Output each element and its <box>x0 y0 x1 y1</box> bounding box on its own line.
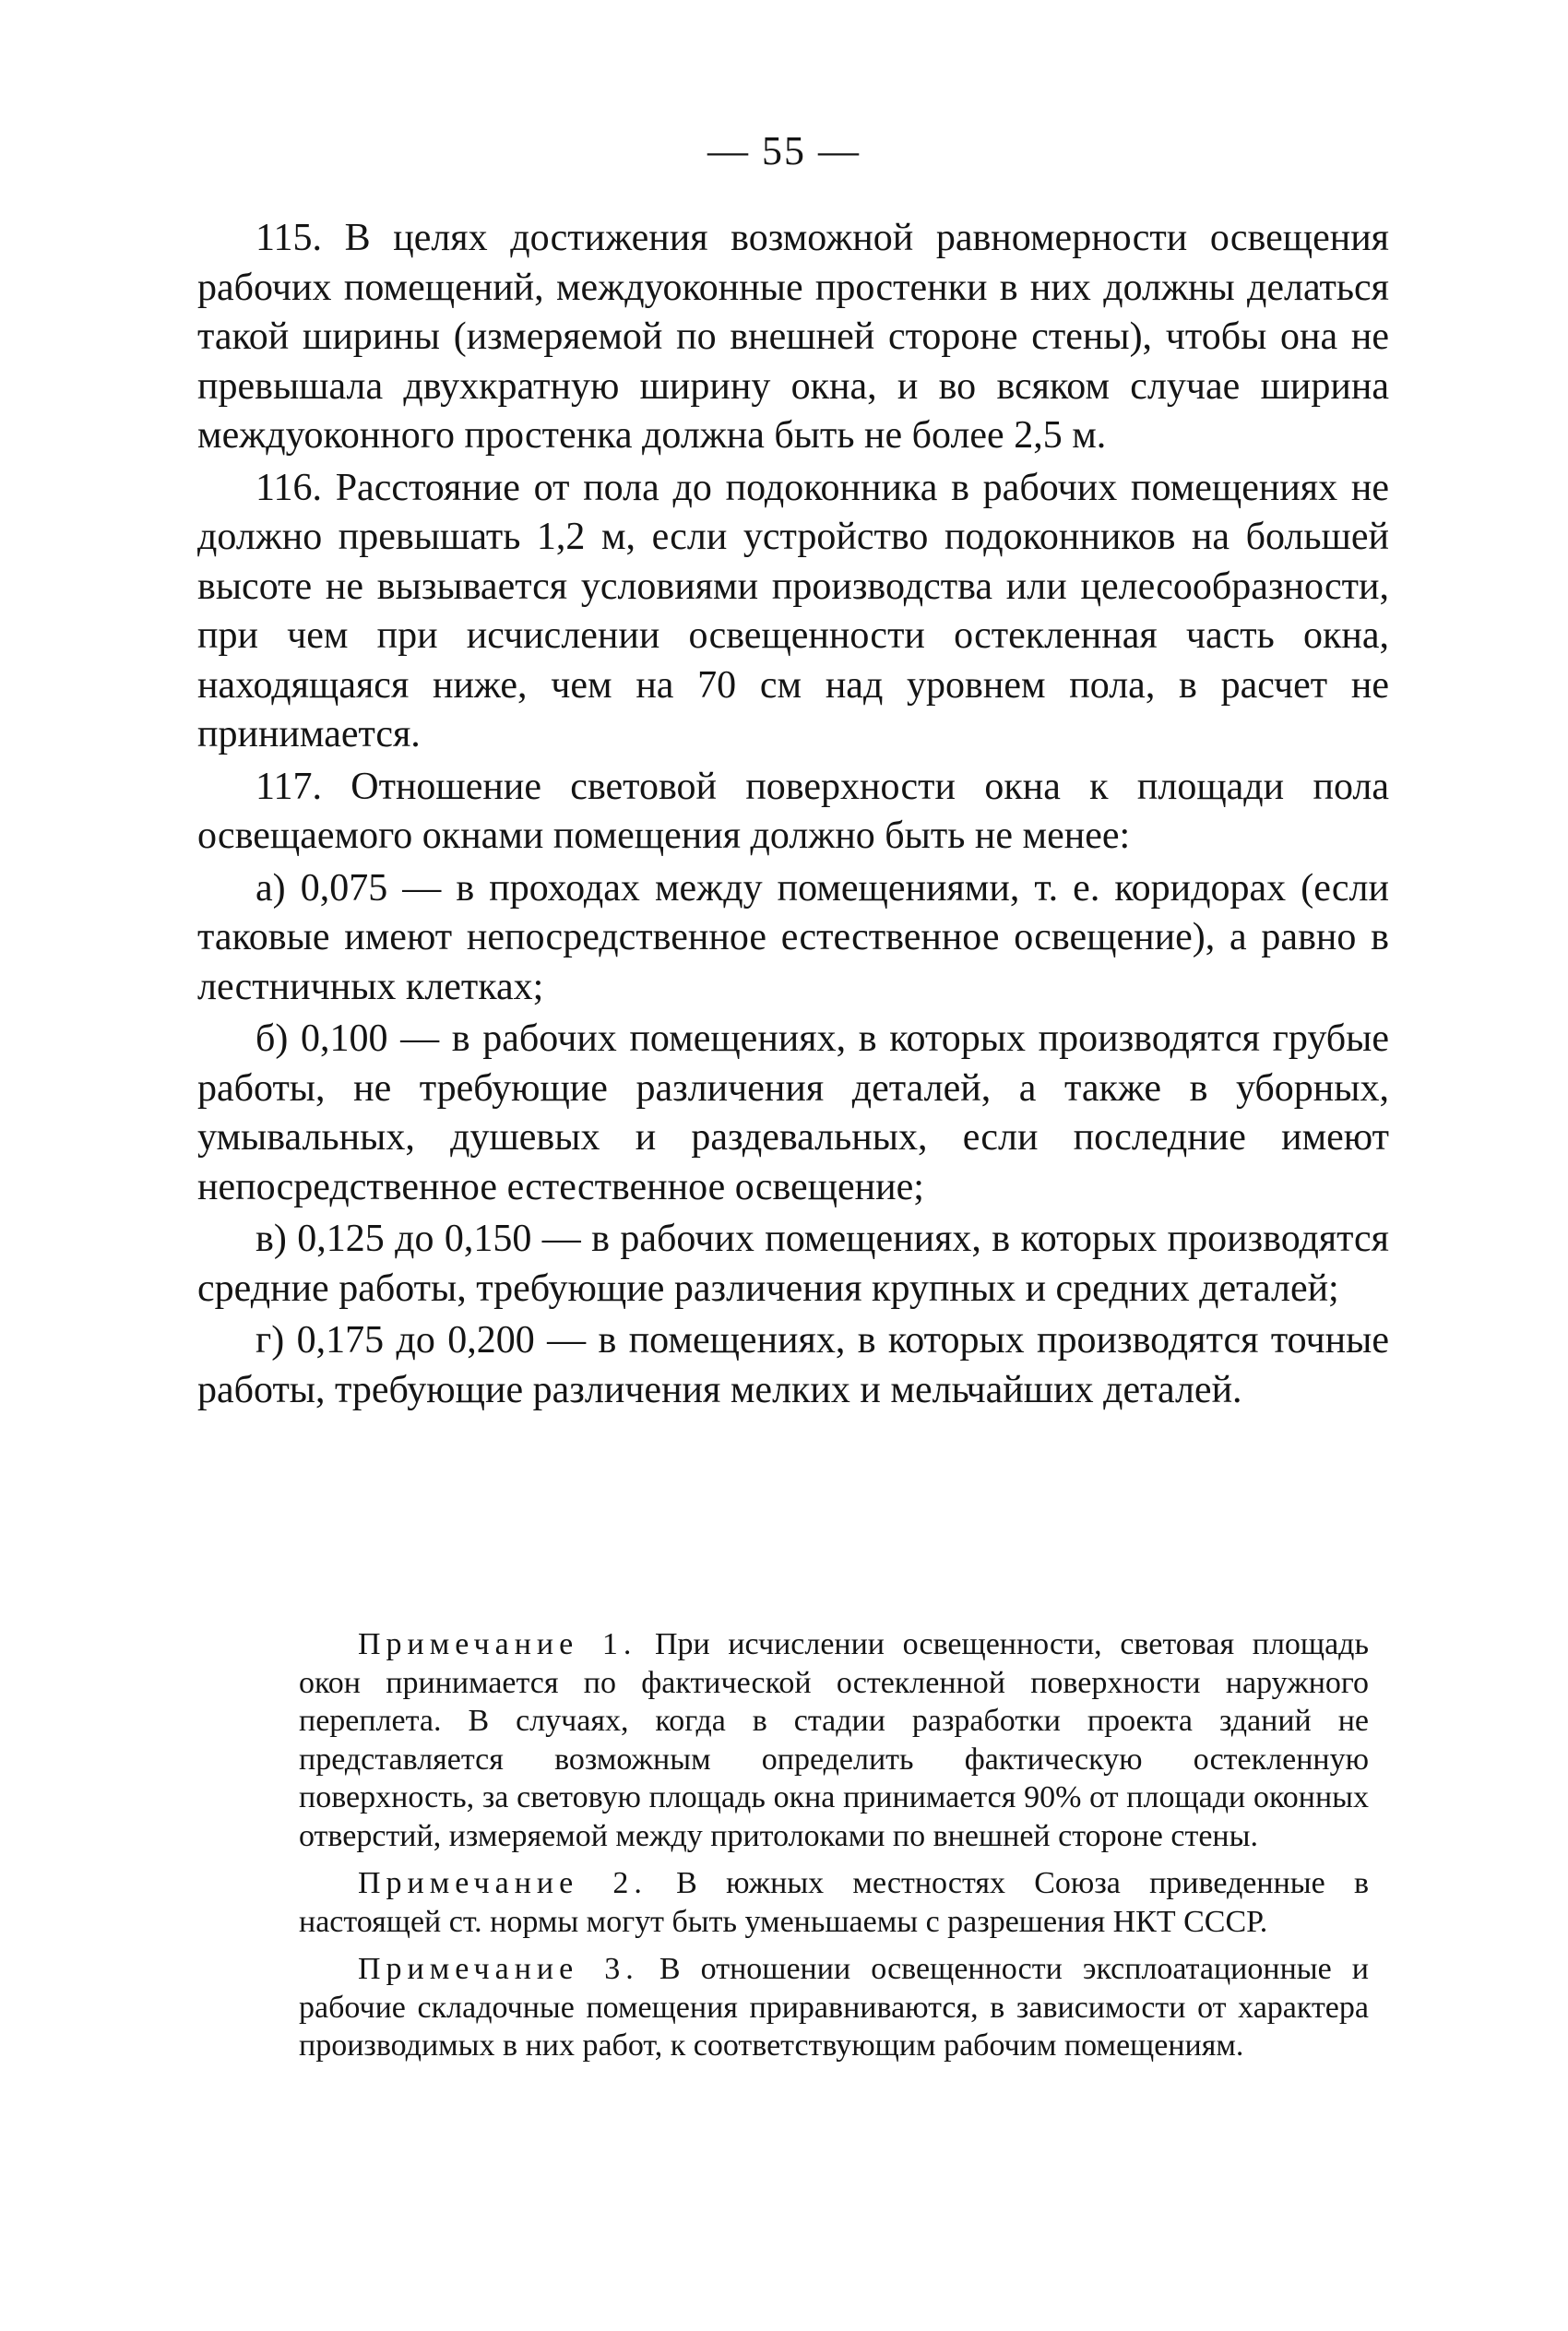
note-3-label: Примечание 3. <box>358 1952 639 1986</box>
paragraph-115: 115. В целях достижения возможной равномерности освещения рабочих помещений, междуоконные простенки в них должны делаться такой ширины (измеряемой по внешней стороне стены), чтобы она не превышала двухкратную ширину окна, и во всяком случае ширина междуоконного простенка должна быть не более 2,5 м. <box>197 217 1389 457</box>
list-item-v: в) 0,125 до 0,150 — в рабочих помещениях, в которых производятся средние работы, требующие различения крупных и средних деталей; <box>197 1218 1389 1310</box>
list-item-b: б) 0,100 — в рабочих помещениях, в которых производятся грубые работы, не требующие различения деталей, а также в уборных, умывальных, душевых и раздевальных, если последние имеют непосредственное естественное освещение; <box>197 1017 1389 1208</box>
note-2-text: В южных местностях Союза приведенные в настоящей ст. нормы могут быть уменьшаемы с разрешения НКТ СССР. <box>299 1866 1369 1939</box>
list-item-a: а) 0,075 — в проходах между помещениями, т. е. коридорах (если таковые имеют непосредственное естественное освещение), а равно в лестничных клетках; <box>197 866 1389 1008</box>
note-2-label: Примечание 2. <box>358 1866 647 1900</box>
main-text <box>197 214 1389 1418</box>
paragraph-116: 116. Расстояние от пола до подоконника в рабочих помещениях не должно превышать 1,2 м, если устройство подоконников на большей высоте не вызывается условиями производства или целесообразности, при чем при исчислении освещенности остекленная часть окна, находящаяся ниже, чем на 70 см над уровнем пола, в расчет не принимается. <box>197 466 1389 755</box>
note-2 <box>299 1864 1369 1941</box>
page-number: — 55 — <box>707 128 861 173</box>
notes-section <box>299 1625 1369 2075</box>
note-1-text: При исчислении освещенности, световая площадь окон принимается по фактической остекленной поверхности наружного переплета. В случаях, когда в стадии разработки проекта зданий не представляется возможным определить фактическую остекленную поверхность, за световую площадь окна принимается 90% от площади оконных отверстий, измеряемой между притолоками по внешней стороне стены. <box>299 1627 1369 1853</box>
note-1 <box>299 1625 1369 1855</box>
list-item-g: г) 0,175 до 0,200 — в помещениях, в которых производятся точные работы, требующие различения мелких и мельчайших деталей. <box>197 1319 1389 1411</box>
note-3 <box>299 1950 1369 2065</box>
note-1-label: Примечание 1. <box>358 1627 637 1661</box>
note-3-text: В отношении освещенности эксплоатационные и рабочие складочные помещения приравниваются, в зависимости от характера производимых в них работ, к соответствующим рабочим помещениям. <box>299 1952 1369 2063</box>
paragraph-117: 117. Отношение световой поверхности окна к площади пола освещаемого окнами помещения должно быть не менее: <box>197 765 1389 857</box>
